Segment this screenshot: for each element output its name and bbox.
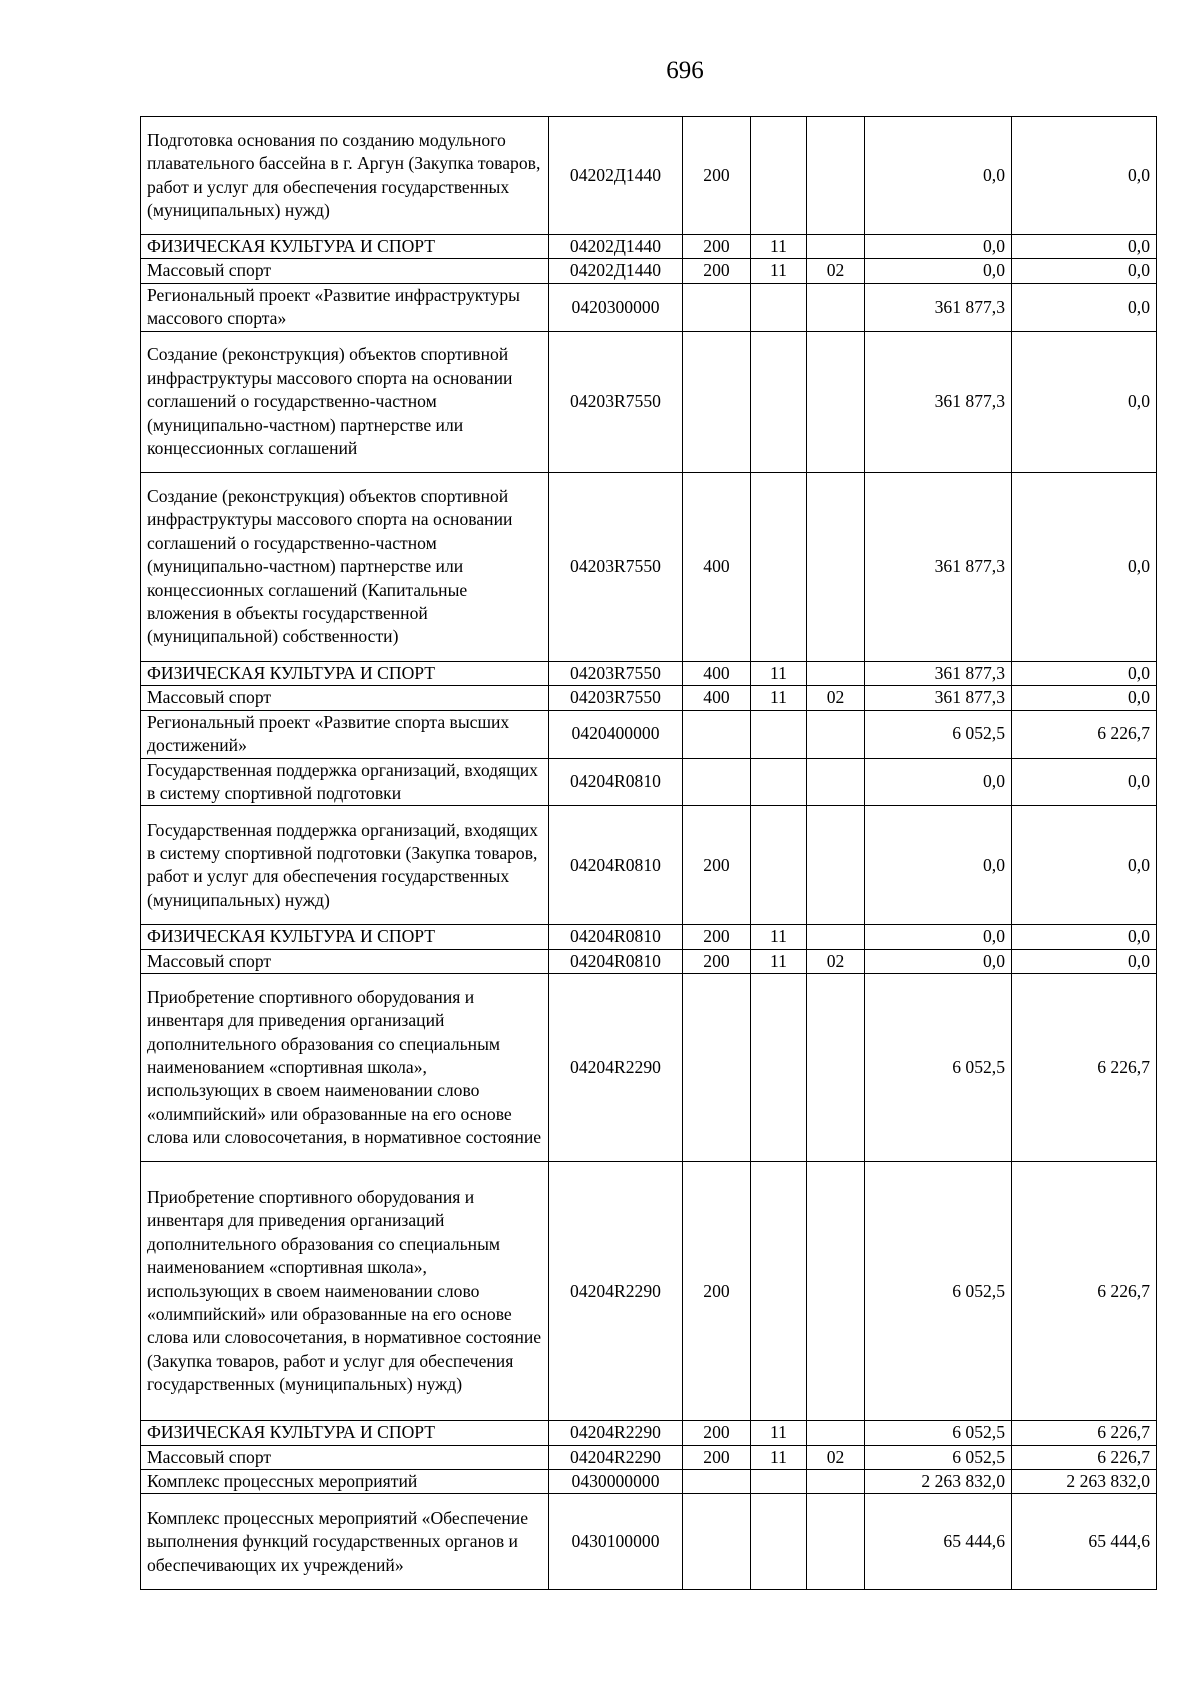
row-amount-1: 0,0 [865,117,1012,235]
row-amount-2: 0,0 [1012,472,1157,661]
row-section: 11 [751,661,807,685]
table-row [141,259,1157,283]
row-subsection [807,1470,865,1494]
row-name: ФИЗИЧЕСКАЯ КУЛЬТУРА И СПОРТ [141,925,549,949]
row-amount-2: 0,0 [1012,686,1157,710]
row-subsection [807,235,865,259]
row-subsection: 02 [807,949,865,973]
row-code: 0420300000 [549,283,683,331]
row-code: 04204R2290 [549,1421,683,1445]
row-code: 04204R0810 [549,806,683,925]
row-amount-2: 0,0 [1012,806,1157,925]
row-amount-1: 0,0 [865,806,1012,925]
row-section: 11 [751,949,807,973]
row-amount-1: 361 877,3 [865,283,1012,331]
row-name: Создание (реконструкция) объектов спортивной инфраструктуры массового спорта на основании соглашений о государственно-частном (муниципально-частном) партнерстве или концессионных соглашений (Капитальные вложения в объекты государственной (муниципальной) собственности) [141,472,549,661]
row-expense-type: 200 [683,235,751,259]
row-amount-1: 361 877,3 [865,686,1012,710]
row-name: ФИЗИЧЕСКАЯ КУЛЬТУРА И СПОРТ [141,235,549,259]
row-amount-1: 65 444,6 [865,1494,1012,1590]
row-section [751,283,807,331]
row-expense-type: 200 [683,117,751,235]
row-name: Приобретение спортивного оборудования и инвентаря для приведения организаций дополнительного образования со специальным наименованием «спортивная школа», использующих в своем наименовании слово «олимпийский» или образованные на его основе слова или словосочетания, в нормативное состояние [141,974,549,1162]
row-expense-type [683,758,751,806]
row-subsection: 02 [807,1445,865,1469]
row-expense-type: 200 [683,806,751,925]
row-subsection [807,710,865,758]
row-expense-type: 400 [683,661,751,685]
row-name: Региональный проект «Развитие спорта высших достижений» [141,710,549,758]
row-name: Комплекс процессных мероприятий «Обеспечение выполнения функций государственных органов и обеспечивающих их учреждений» [141,1494,549,1590]
table-row [141,283,1157,331]
row-code: 0430000000 [549,1470,683,1494]
table-row [141,758,1157,806]
row-amount-2: 0,0 [1012,661,1157,685]
row-expense-type: 200 [683,1162,751,1421]
row-expense-type [683,283,751,331]
row-subsection [807,661,865,685]
row-name: Создание (реконструкция) объектов спортивной инфраструктуры массового спорта на основании соглашений о государственно-частном (муниципально-частном) партнерстве или концессионных соглашений [141,331,549,472]
row-amount-2: 0,0 [1012,235,1157,259]
row-expense-type [683,710,751,758]
row-code: 04204R2290 [549,1445,683,1469]
row-expense-type: 400 [683,686,751,710]
table-row [141,974,1157,1162]
row-section: 11 [751,686,807,710]
row-section [751,472,807,661]
row-amount-1: 361 877,3 [865,472,1012,661]
row-subsection [807,283,865,331]
row-subsection [807,806,865,925]
row-code: 04203R7550 [549,331,683,472]
row-name: Подготовка основания по созданию модульного плавательного бассейна в г. Аргун (Закупка товаров, работ и услуг для обеспечения государственных (муниципальных) нужд) [141,117,549,235]
row-section [751,974,807,1162]
row-subsection [807,925,865,949]
table-row [141,806,1157,925]
row-section [751,806,807,925]
row-amount-1: 0,0 [865,758,1012,806]
row-name: Государственная поддержка организаций, входящих в систему спортивной подготовки [141,758,549,806]
row-subsection: 02 [807,259,865,283]
row-expense-type: 200 [683,1445,751,1469]
row-subsection [807,331,865,472]
row-name: Массовый спорт [141,949,549,973]
budget-table [140,116,1157,1590]
row-amount-1: 6 052,5 [865,1162,1012,1421]
table-row [141,686,1157,710]
row-name: ФИЗИЧЕСКАЯ КУЛЬТУРА И СПОРТ [141,661,549,685]
row-section [751,1470,807,1494]
table-row [141,235,1157,259]
row-section: 11 [751,1421,807,1445]
row-amount-2: 0,0 [1012,283,1157,331]
row-expense-type [683,974,751,1162]
row-expense-type [683,331,751,472]
row-amount-1: 6 052,5 [865,1445,1012,1469]
row-amount-2: 0,0 [1012,758,1157,806]
row-amount-2: 0,0 [1012,331,1157,472]
table-row [141,710,1157,758]
table-row [141,1421,1157,1445]
row-section [751,758,807,806]
row-name: Региональный проект «Развитие инфраструктуры массового спорта» [141,283,549,331]
row-expense-type: 200 [683,259,751,283]
row-section [751,117,807,235]
row-amount-1: 361 877,3 [865,661,1012,685]
row-code: 04204R0810 [549,758,683,806]
row-amount-2: 6 226,7 [1012,1421,1157,1445]
row-section [751,710,807,758]
row-amount-1: 6 052,5 [865,1421,1012,1445]
row-amount-2: 6 226,7 [1012,1162,1157,1421]
row-expense-type [683,1470,751,1494]
row-amount-1: 6 052,5 [865,974,1012,1162]
row-section: 11 [751,235,807,259]
row-code: 04204R0810 [549,925,683,949]
row-code: 0430100000 [549,1494,683,1590]
row-section: 11 [751,259,807,283]
row-code: 04202Д1440 [549,117,683,235]
row-code: 04204R2290 [549,1162,683,1421]
row-amount-2: 6 226,7 [1012,1445,1157,1469]
row-section [751,331,807,472]
row-code: 04204R0810 [549,949,683,973]
page-number: 696 [666,57,704,84]
row-amount-1: 0,0 [865,949,1012,973]
table-row [141,117,1157,235]
row-name: Приобретение спортивного оборудования и инвентаря для приведения организаций дополнительного образования со специальным наименованием «спортивная школа», использующих в своем наименовании слово «олимпийский» или образованные на его основе слова или словосочетания, в нормативное состояние (Закупка товаров, работ и услуг для обеспечения государственных (муниципальных) нужд) [141,1162,549,1421]
table-row [141,1162,1157,1421]
row-amount-1: 6 052,5 [865,710,1012,758]
row-name: Государственная поддержка организаций, входящих в систему спортивной подготовки (Закупка товаров, работ и услуг для обеспечения государственных (муниципальных) нужд) [141,806,549,925]
row-expense-type: 200 [683,1421,751,1445]
row-code: 04202Д1440 [549,259,683,283]
row-name: Комплекс процессных мероприятий [141,1470,549,1494]
table-row [141,949,1157,973]
row-amount-2: 6 226,7 [1012,974,1157,1162]
row-code: 0420400000 [549,710,683,758]
row-subsection [807,974,865,1162]
row-name: Массовый спорт [141,259,549,283]
row-subsection [807,117,865,235]
row-name: Массовый спорт [141,1445,549,1469]
row-subsection [807,758,865,806]
row-code: 04202Д1440 [549,235,683,259]
row-subsection [807,1494,865,1590]
row-amount-2: 0,0 [1012,949,1157,973]
row-code: 04203R7550 [549,661,683,685]
row-amount-2: 6 226,7 [1012,710,1157,758]
table-row [141,472,1157,661]
table-row [141,1470,1157,1494]
table-row [141,1445,1157,1469]
row-amount-2: 0,0 [1012,117,1157,235]
row-amount-1: 0,0 [865,259,1012,283]
row-amount-1: 0,0 [865,925,1012,949]
budget-table-body [141,117,1157,1590]
row-expense-type: 200 [683,949,751,973]
row-subsection [807,1162,865,1421]
table-row [141,925,1157,949]
row-code: 04203R7550 [549,472,683,661]
row-section [751,1494,807,1590]
row-amount-1: 0,0 [865,235,1012,259]
row-code: 04204R2290 [549,974,683,1162]
row-expense-type [683,1494,751,1590]
row-section: 11 [751,925,807,949]
row-amount-1: 2 263 832,0 [865,1470,1012,1494]
row-section [751,1162,807,1421]
row-subsection [807,1421,865,1445]
row-amount-2: 0,0 [1012,259,1157,283]
row-subsection [807,472,865,661]
table-row [141,1494,1157,1590]
row-amount-2: 0,0 [1012,925,1157,949]
row-name: ФИЗИЧЕСКАЯ КУЛЬТУРА И СПОРТ [141,1421,549,1445]
row-amount-2: 2 263 832,0 [1012,1470,1157,1494]
row-amount-1: 361 877,3 [865,331,1012,472]
table-row [141,331,1157,472]
row-name: Массовый спорт [141,686,549,710]
row-subsection: 02 [807,686,865,710]
row-expense-type: 200 [683,925,751,949]
row-amount-2: 65 444,6 [1012,1494,1157,1590]
table-row [141,661,1157,685]
row-section: 11 [751,1445,807,1469]
row-code: 04203R7550 [549,686,683,710]
row-expense-type: 400 [683,472,751,661]
